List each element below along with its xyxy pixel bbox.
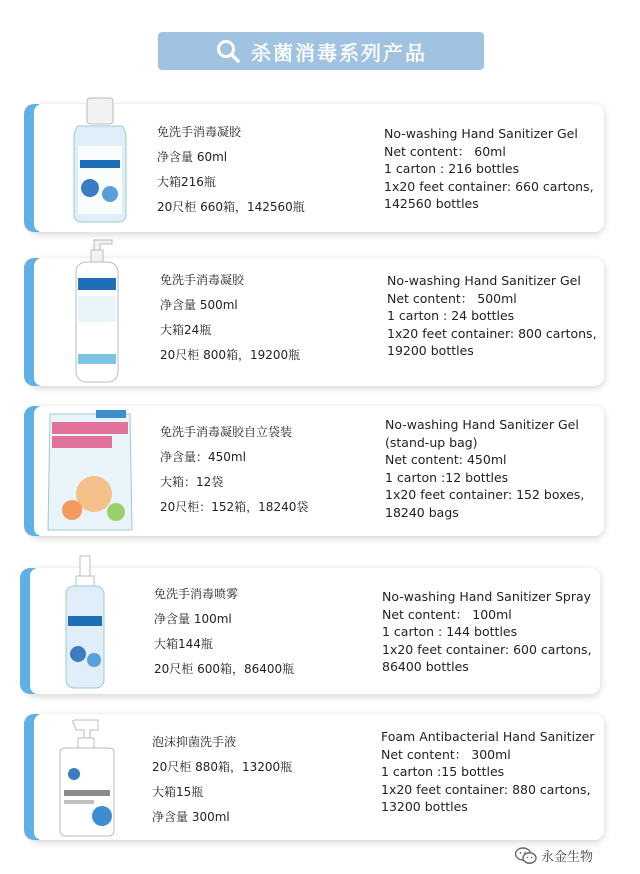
cn-carton: 大箱144瓶 [154,637,213,651]
watermark-text: 永金生物 [541,850,594,865]
product-cn-specs [160,268,300,368]
cn-net-content: 净含量 300ml [152,810,230,824]
cn-net-content: 净含量 500ml [160,298,238,312]
product-card-3 [30,406,604,536]
product-card-5 [30,714,604,840]
en-container-total: 142560 bottles [384,196,479,211]
product-en-specs [385,416,584,521]
cn-container: 20尺柜：152箱，18240袋 [160,500,309,514]
en-name: No-washing Hand Sanitizer Gel [384,126,578,141]
wechat-icon [515,847,537,865]
en-net-content: Net content： 100ml [382,606,512,622]
cn-name: 免洗手消毒凝胶自立袋装 [160,425,293,439]
en-container-total: 18240 bags [385,504,459,520]
product-cn-specs [152,730,292,830]
product-cn-specs [157,120,305,220]
en-carton: 1 carton : 24 bottles [387,308,515,323]
cn-carton: 大箱24瓶 [160,323,212,337]
cn-container: 20尺柜 660箱，142560瓶 [157,200,305,214]
search-icon [215,38,241,64]
cn-net-content: 净含量 100ml [154,612,232,626]
en-net-content: Net content： 500ml [387,290,517,306]
en-container: 1x20 feet container: 600 cartons, [382,641,592,657]
en-name: No-washing Hand Sanitizer Gel [387,273,581,288]
en-name: No-washing Hand Sanitizer Gel [385,417,579,432]
en-carton: 1 carton :15 bottles [381,764,505,779]
cn-container: 20尺柜 600箱，86400瓶 [154,662,295,676]
product-en-specs [384,125,594,213]
product-card-1 [30,104,604,232]
stand-up-bag-image [42,408,138,536]
spray-bottle-image [54,554,118,692]
product-en-specs [387,272,597,360]
en-variant: (stand-up bag) [385,434,478,450]
product-en-specs [381,728,594,816]
cn-carton: 大箱：12袋 [160,475,224,489]
en-container: 1x20 feet container: 152 boxes, [385,487,585,502]
en-container-total: 13200 bottles [381,799,468,814]
cn-net-content: 净含量 60ml [157,150,228,164]
product-cn-specs [160,420,308,520]
en-name: Foam Antibacterial Hand Sanitizer [381,729,595,744]
page-title: 杀菌消毒系列产品 [251,40,427,65]
product-card-2 [30,258,604,386]
en-container: 1x20 feet container: 800 cartons, [387,325,597,341]
watermark [515,846,593,865]
en-container-total: 86400 bottles [382,659,469,674]
foam-pump-bottle-image [50,716,130,838]
cn-carton: 大箱15瓶 [152,785,204,799]
cn-container: 20尺柜 800箱，19200瓶 [160,348,301,362]
cn-name: 免洗手消毒凝胶 [157,125,242,139]
en-container: 1x20 feet container: 660 cartons, [384,178,594,194]
en-net-content: Net content: 450ml [385,452,507,467]
en-name: No-washing Hand Sanitizer Spray [382,589,592,604]
en-carton: 1 carton : 144 bottles [382,624,518,639]
en-net-content: Net content： 300ml [381,746,511,762]
cn-name: 免洗手消毒喷雾 [154,587,239,601]
en-net-content: Net content： 60ml [384,143,506,159]
en-container: 1x20 feet container: 880 cartons, [381,781,591,797]
en-container-total: 19200 bottles [387,343,474,358]
cn-name: 泡沫抑菌洗手液 [152,735,237,749]
cn-carton: 大箱216瓶 [157,175,216,189]
cn-name: 免洗手消毒凝胶 [160,273,245,287]
product-cn-specs [154,582,294,682]
product-en-specs [382,588,592,676]
en-carton: 1 carton : 216 bottles [384,161,520,176]
title-bar [158,32,484,70]
en-carton: 1 carton :12 bottles [385,469,509,485]
cn-container: 20尺柜 880箱，13200瓶 [152,760,293,774]
cn-net-content: 净含量：450ml [160,450,246,464]
product-card-4 [26,568,600,694]
gel-bottle-500ml-image [64,236,134,384]
gel-bottle-60ml-image [60,96,140,226]
